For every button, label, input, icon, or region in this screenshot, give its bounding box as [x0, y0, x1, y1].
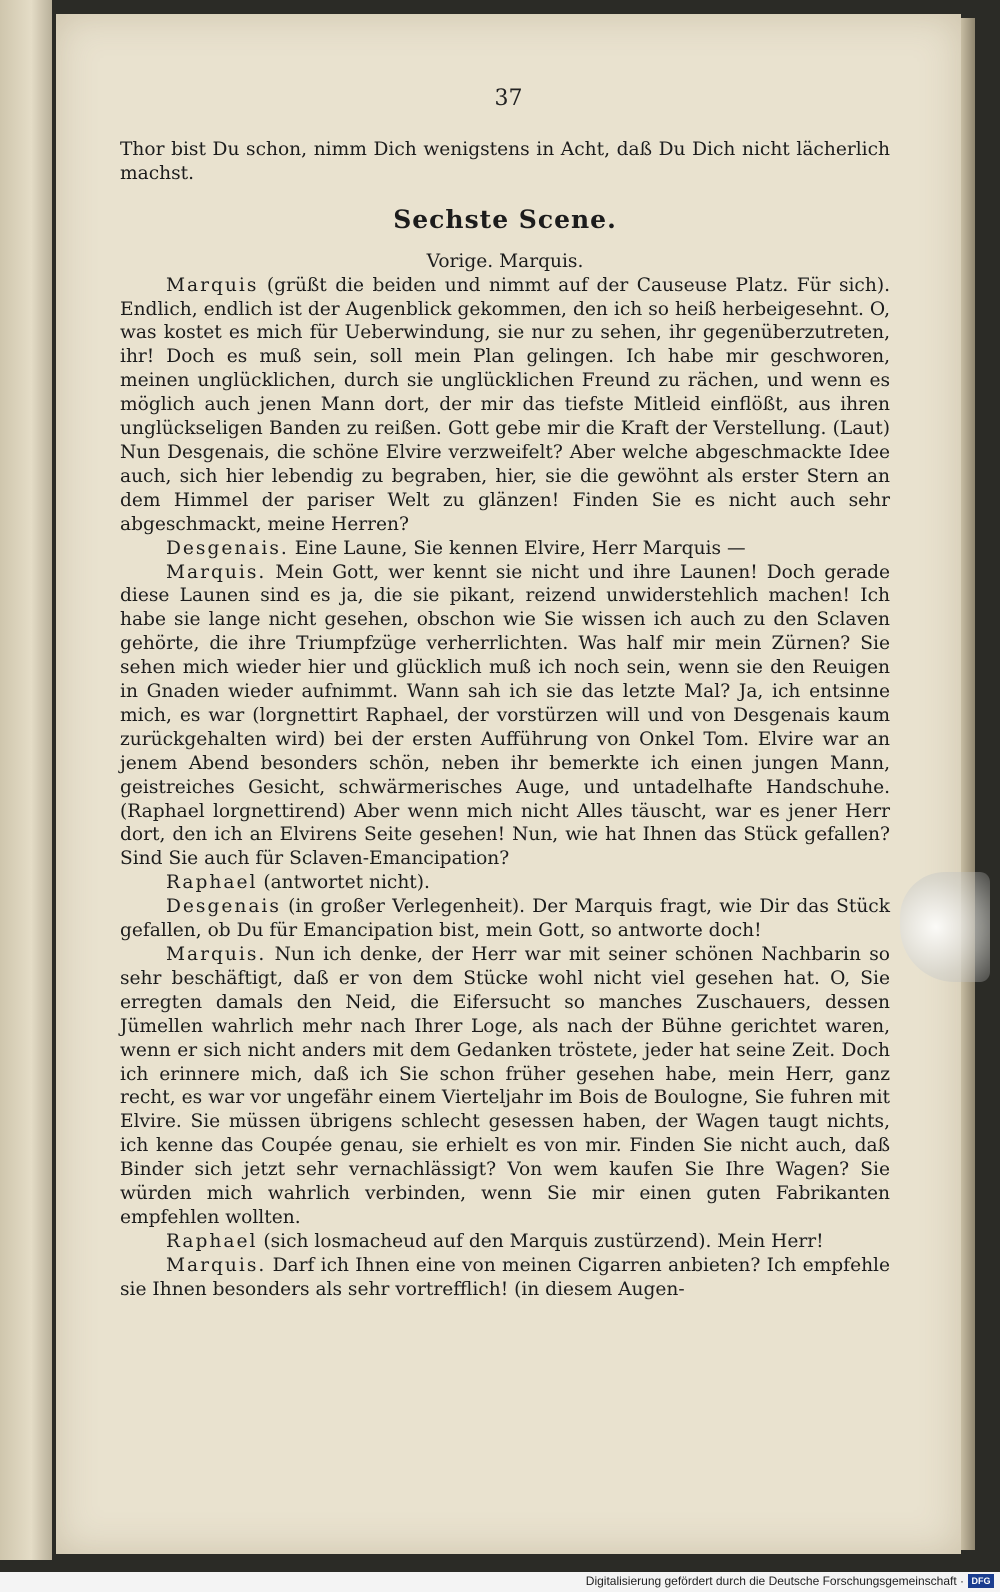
speech-paragraph: [120, 561, 890, 872]
speech-text: Darf ich Ihnen eine von meinen Cigarren anbieten? Ich empfehle sie Ihnen besonders als sehr vortrefflich! (in diesem Augen-: [120, 1254, 890, 1300]
speaker-name: Raphael: [166, 872, 258, 894]
speech-text: Eine Laune, Sie kennen Elvire, Herr Marquis —: [288, 537, 746, 559]
speech-paragraph: [120, 871, 890, 895]
speech-paragraph: [120, 895, 890, 943]
dfg-logo-icon: DFG: [968, 1574, 994, 1588]
book-page: [56, 14, 961, 1554]
scene-heading: Sechste Scene.: [393, 204, 617, 234]
speech-paragraph: [120, 1254, 890, 1302]
speaker-name: Marquis.: [166, 561, 267, 583]
speech-text: Nun ich denke, der Herr war mit seiner schönen Nachbarin so sehr beschäftigt, daß er von dem Stücke wohl nicht viel gesehen hat. O, Sie erregten damals den Neid, die Eifersucht so manches Zuschauers, dessen Jümellen wahrlich mehr nach Ihrer Loge, als nach der Bühne gerichtet waren, wenn er sich nicht anders mit dem Gedanken tröstete, jeder hat seine Zeit. Doch ich erinnere mich, daß ich Sie schon früher gesehen habe, mein Herr, ganz recht, es war vor ungefähr einem Vierteljahr im Bois de Boulogne, Sie fuhren mit Elvire. Sie müssen übrigens schlecht gesessen haben, der Wagen taugt nichts, ich kenne das Coupée genau, sie erhielt es von mir. Finden Sie nicht auch, daß Binder sich jetzt sehr vernachlässigt? Von wem kaufen Sie Ihre Wagen? Sie würden mich wahrlich verbinden, wenn Sie mir einen guten Fabrikanten empfehlen wollten.: [120, 944, 890, 1228]
page-text: [120, 138, 890, 1302]
speaker-name: Marquis.: [166, 1254, 267, 1276]
speaker-name: Desgenais: [166, 896, 281, 918]
page-stack-edge: [961, 18, 975, 1550]
intro-line: Thor bist Du schon, nimm Dich wenigstens in Acht, daß Du Dich nicht lächerlich machst.: [120, 139, 890, 184]
speech-text: (antwortet nicht).: [257, 872, 430, 894]
speech-text: (sich losmacheud auf den Marquis zustürzend). Mein Herr!: [257, 1230, 824, 1252]
speech-text: (grüßt die beiden und nimmt auf der Causeuse Platz. Für sich). Endlich, endlich ist der Augenblick gekommen, den ich so heiß herbeigesehnt. O, was kostet es mich für Ueberwindung, sie nur zu sehen, ihr gegenüberzutreten, ihr! Doch es muß sein, soll mein Plan gelingen. Ich habe mir geschworen, meinen unglücklichen, durch sie unglücklichen Freund zu rächen, und wenn es möglich auch jenen Mann dort, der mir das tiefste Mitleid einflößt, aus ihren unglückseligen Banden zu reißen. Gott gebe mir die Kraft der Verstellung. (Laut) Nun Desgenais, die schöne Elvire verzweifelt? Aber welche abgeschmackte Idee auch, sich hier lebendig zu begraben, hier, sie die gewöhnt als erster Stern an dem Himmel der pariser Welt zu glänzen! Finden Sie es nicht auch sehr abgeschmackt, meine Herren?: [120, 274, 890, 535]
speech-paragraph: [120, 274, 890, 537]
funding-credit: Digitalisierung gefördert durch die Deutsche Forschungsgemeinschaft ·: [585, 1574, 964, 1588]
facing-page-edge: [0, 0, 52, 1560]
speaker-name: Desgenais.: [166, 537, 289, 559]
speech-paragraph: [120, 1230, 890, 1254]
speaker-name: Raphael: [166, 1230, 258, 1252]
cast-line: Vorige. Marquis.: [426, 250, 584, 272]
speech-text: (in großer Verlegenheit). Der Marquis fragt, wie Dir das Stück gefallen, ob Du für Emancipation bist, mein Gott, so antworte doch!: [120, 896, 890, 942]
speech-paragraph: [120, 537, 890, 561]
page-number: 37: [494, 86, 523, 111]
speech-paragraph: [120, 943, 890, 1230]
speaker-name: Marquis: [166, 274, 259, 296]
speech-text: Mein Gott, wer kennt sie nicht und ihre Launen! Doch gerade diese Launen sind es ja, die sie pikant, reizend unwiderstehlich machen! Ich habe sie lange nicht gesehen, obschon wie Sie wissen ich auch zu den Sclaven gehörte, die ihre Triumpfzüge verherrlichten. Was half mir mein Zürnen? Sie sehen mich wieder hier und glücklich muß ich noch sein, wenn sie den Reuigen in Gnaden wieder aufnimmt. Wann sah ich sie das letzte Mal? Ja, ich entsinne mich, es war (lorgnettirt Raphael, der vorstürzen will und von Desgenais kaum zurückgehalten wird) bei der ersten Aufführung von Onkel Tom. Elvire war an jenem Abend besonders schön, neben ihr bemerkte ich einen jungen Mann, geistreiches Gesicht, schwärmerisches Auge, und untadelhafte Handschuhe. (Raphael lorgnettirend) Aber wenn mich nicht Alles täuscht, war es jener Herr dort, den ich an Elvirens Seite gesehen! Nun, wie hat Ihnen das Stück gefallen? Sind Sie auch für Sclaven-Emancipation?: [120, 561, 890, 870]
speaker-name: Marquis.: [166, 944, 267, 965]
